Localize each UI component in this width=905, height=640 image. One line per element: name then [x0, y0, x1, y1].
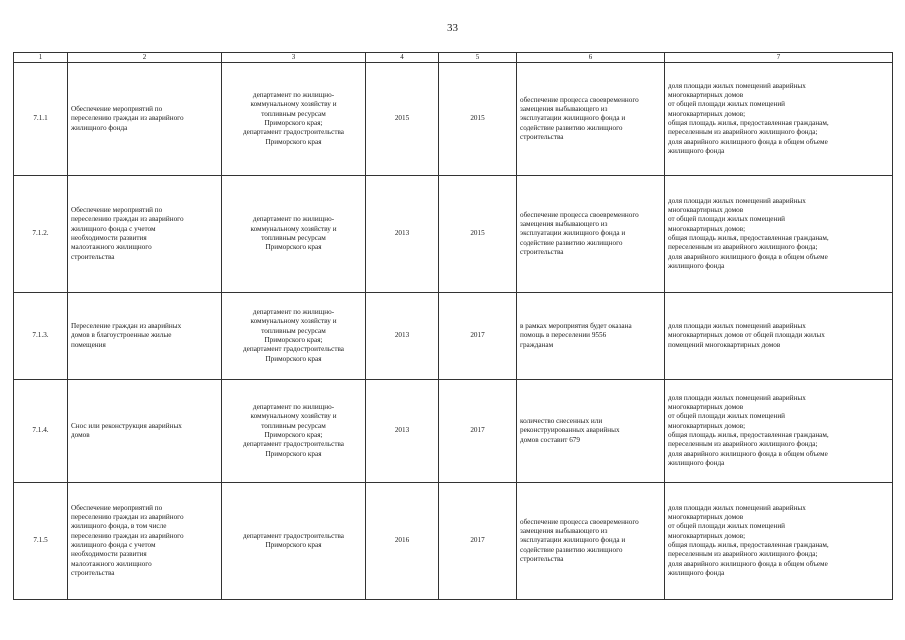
responsible-department: департамент по жилищно- коммунальному хозяйству и топливным ресурсам Приморского края; департамент градостроительства Приморского края: [222, 63, 366, 176]
indicators: доля площади жилых помещений аварийных многоквартирных домов от общей площади жилых помещений многоквартирных домов; общая площадь жилья, предоставленная гражданам, переселенным из аварийного жилищного фонда; доля аварийного жилищного фонда в общем объеме жилищного фонда: [665, 483, 893, 600]
indicators: доля площади жилых помещений аварийных многоквартирных домов от общей площади жилых помещений многоквартирных домов; общая площадь жилья, предоставленная гражданам, переселенным из аварийного жилищного фонда; доля аварийного жилищного фонда в общем объеме жилищного фонда: [665, 63, 893, 176]
page-number: 33: [447, 22, 458, 34]
end-year: 2017: [439, 380, 517, 483]
start-year: 2013: [366, 380, 439, 483]
expected-result: обеспечение процесса своевременного замещения выбывающего из эксплуатации жилищного фонда и содействие развитию жилищного строительства: [517, 176, 665, 293]
end-year: 2015: [439, 63, 517, 176]
measure-name: Обеспечение мероприятий по переселению граждан из аварийного жилищного фонда с учетом необходимости развития малоэтажного жилищного строительства: [68, 176, 222, 293]
column-header: 1: [14, 53, 68, 63]
responsible-department: департамент градостроительства Приморского края: [222, 483, 366, 600]
end-year: 2017: [439, 293, 517, 380]
end-year: 2017: [439, 483, 517, 600]
row-number: 7.1.1: [14, 63, 68, 176]
indicators: доля площади жилых помещений аварийных многоквартирных домов от общей площади жилых помещений многоквартирных домов; общая площадь жилья, предоставленная гражданам, переселенным из аварийного жилищного фонда; доля аварийного жилищного фонда в общем объеме жилищного фонда: [665, 176, 893, 293]
start-year: 2013: [366, 293, 439, 380]
column-header: 5: [439, 53, 517, 63]
start-year: 2013: [366, 176, 439, 293]
measure-name: Обеспечение мероприятий по переселению граждан из аварийного жилищного фонда: [68, 63, 222, 176]
measure-name: Обеспечение мероприятий по переселению граждан из аварийного жилищного фонда, в том числе переселению граждан из аварийного жилищного фонда с учетом необходимости развития малоэтажного жилищного строительства: [68, 483, 222, 600]
table-row: [14, 380, 893, 483]
column-header: 6: [517, 53, 665, 63]
measure-name: Снос или реконструкция аварийных домов: [68, 380, 222, 483]
row-number: 7.1.4.: [14, 380, 68, 483]
column-header: 4: [366, 53, 439, 63]
responsible-department: департамент по жилищно- коммунальному хозяйству и топливным ресурсам Приморского края; департамент градостроительства Приморского края: [222, 380, 366, 483]
expected-result: в рамках мероприятия будет оказана помощь в переселении 9556 гражданам: [517, 293, 665, 380]
column-header: 3: [222, 53, 366, 63]
measures-table: [13, 52, 893, 600]
indicators: доля площади жилых помещений аварийных многоквартирных домов от общей площади жилых помещений многоквартирных домов: [665, 293, 893, 380]
responsible-department: департамент по жилищно- коммунальному хозяйству и топливным ресурсам Приморского края: [222, 176, 366, 293]
expected-result: количество снесенных или реконструированных аварийных домов составит 679: [517, 380, 665, 483]
row-number: 7.1.5: [14, 483, 68, 600]
table-row: [14, 63, 893, 176]
responsible-department: департамент по жилищно- коммунальному хозяйству и топливным ресурсам Приморского края; департамент градостроительства Приморского края: [222, 293, 366, 380]
start-year: 2016: [366, 483, 439, 600]
row-number: 7.1.2.: [14, 176, 68, 293]
table-row: [14, 176, 893, 293]
column-header: 7: [665, 53, 893, 63]
end-year: 2015: [439, 176, 517, 293]
table-row: [14, 293, 893, 380]
measure-name: Переселение граждан из аварийных домов в благоустроенные жилые помещения: [68, 293, 222, 380]
expected-result: обеспечение процесса своевременного замещения выбывающего из эксплуатации жилищного фонда и содействие развитию жилищного строительства: [517, 483, 665, 600]
table-header-row: [14, 53, 893, 63]
expected-result: обеспечение процесса своевременного замещения выбывающего из эксплуатации жилищного фонда и содействие развитию жилищного строительства: [517, 63, 665, 176]
column-header: 2: [68, 53, 222, 63]
indicators: доля площади жилых помещений аварийных многоквартирных домов от общей площади жилых помещений многоквартирных домов; общая площадь жилья, предоставленная гражданам, переселенным из аварийного жилищного фонда; доля аварийного жилищного фонда в общем объеме жилищного фонда: [665, 380, 893, 483]
start-year: 2015: [366, 63, 439, 176]
row-number: 7.1.3.: [14, 293, 68, 380]
table-row: [14, 483, 893, 600]
